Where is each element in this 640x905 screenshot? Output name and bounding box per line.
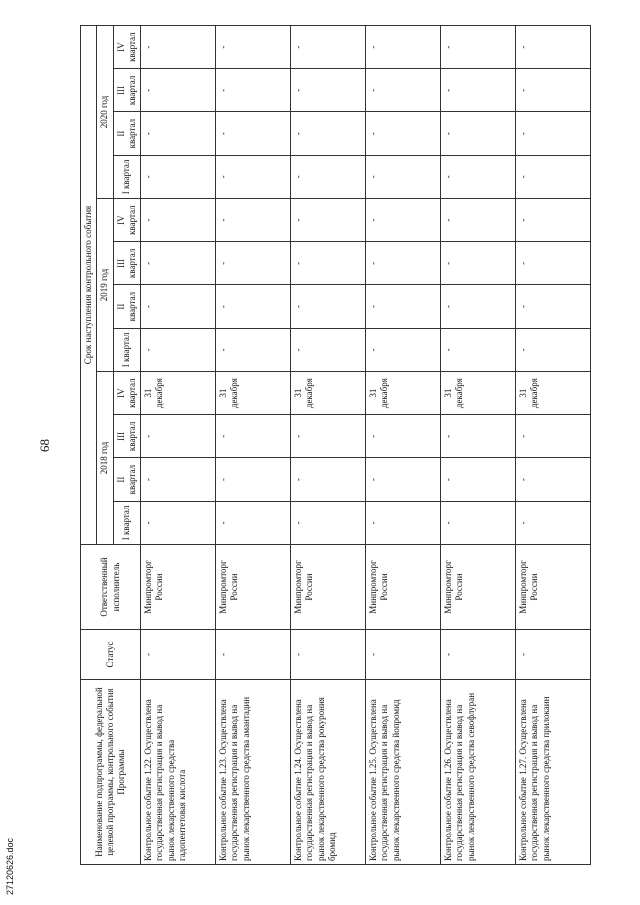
quarter-cell: - xyxy=(441,26,516,69)
responsible-cell: Минпромторг России xyxy=(216,545,291,630)
table-row xyxy=(291,26,366,865)
quarter-cell: - xyxy=(141,285,216,328)
quarter-cell: - xyxy=(366,199,441,242)
event-name-cell: Контрольное событие 1.26. Осуществлена государственная регистрация и вывод на рынок лекарственного средства севофлуран xyxy=(441,680,516,865)
quarter-cell: - xyxy=(516,155,591,198)
table-row xyxy=(366,26,441,865)
header-quarter: III квартал xyxy=(113,69,141,112)
quarter-cell: - xyxy=(291,415,366,458)
quarter-cell: - xyxy=(441,415,516,458)
quarter-cell: - xyxy=(516,458,591,501)
quarter-cell: - xyxy=(291,26,366,69)
header-quarter: I квартал xyxy=(113,501,141,544)
quarter-cell: - xyxy=(441,112,516,155)
quarter-cell: - xyxy=(516,285,591,328)
quarter-cell: - xyxy=(141,501,216,544)
header-quarter: IV квартал xyxy=(113,199,141,242)
event-name-cell: Контрольное событие 1.27. Осуществлена государственная регистрация и вывод на рынок лекарственного средства прилокаин xyxy=(516,680,591,865)
quarter-cell: 31 декабря xyxy=(141,372,216,415)
quarter-cell: - xyxy=(516,112,591,155)
header-quarter: IV квартал xyxy=(113,26,141,69)
status-cell: - xyxy=(291,630,366,680)
page-number: 68 xyxy=(37,439,52,452)
quarter-cell: - xyxy=(291,69,366,112)
header-quarter: I квартал xyxy=(113,155,141,198)
quarter-cell: - xyxy=(291,155,366,198)
event-name-cell: Контрольное событие 1.25. Осуществлена государственная регистрация и вывод на рынок лекарственного средства йопромид xyxy=(366,680,441,865)
quarter-cell: - xyxy=(291,458,366,501)
responsible-cell: Минпромторг России xyxy=(141,545,216,630)
status-cell: - xyxy=(516,630,591,680)
event-name-cell: Контрольное событие 1.23. Осуществлена государственная регистрация и вывод на рынок лекарственного средства амантадин xyxy=(216,680,291,865)
quarter-cell: - xyxy=(291,242,366,285)
quarter-cell: - xyxy=(441,199,516,242)
header-quarter: II квартал xyxy=(113,112,141,155)
quarter-cell: - xyxy=(216,26,291,69)
header-quarter: II квартал xyxy=(113,285,141,328)
header-term: Срок наступления контрольного события xyxy=(81,26,97,545)
quarter-cell: - xyxy=(441,328,516,371)
quarter-cell: - xyxy=(366,155,441,198)
quarter-cell: - xyxy=(141,26,216,69)
quarter-cell: - xyxy=(441,458,516,501)
responsible-cell: Минпромторг России xyxy=(366,545,441,630)
quarter-cell: - xyxy=(216,285,291,328)
quarter-cell: - xyxy=(516,415,591,458)
responsible-cell: Минпромторг России xyxy=(291,545,366,630)
quarter-cell: - xyxy=(291,112,366,155)
table-row xyxy=(216,26,291,865)
quarter-cell: - xyxy=(216,501,291,544)
quarter-cell: - xyxy=(516,242,591,285)
quarter-cell: - xyxy=(291,328,366,371)
quarter-cell: - xyxy=(441,155,516,198)
quarter-cell: 31 декабря xyxy=(366,372,441,415)
quarter-cell: - xyxy=(141,69,216,112)
quarter-cell: - xyxy=(291,285,366,328)
quarter-cell: 31 декабря xyxy=(441,372,516,415)
header-quarter: II квартал xyxy=(113,458,141,501)
rotated-table-container xyxy=(80,25,620,865)
table-row xyxy=(441,26,516,865)
status-cell: - xyxy=(366,630,441,680)
quarter-cell: - xyxy=(216,415,291,458)
quarter-cell: - xyxy=(291,501,366,544)
header-quarter: I квартал xyxy=(113,328,141,371)
quarter-cell: - xyxy=(441,69,516,112)
control-events-table xyxy=(80,25,591,865)
quarter-cell: - xyxy=(441,501,516,544)
header-responsible: Ответственный исполнитель xyxy=(81,545,141,630)
quarter-cell: - xyxy=(216,155,291,198)
event-name-cell: Контрольное событие 1.24. Осуществлена государственная регистрация и вывод на рынок лекарственного средства рокурония бромид xyxy=(291,680,366,865)
quarter-cell: - xyxy=(366,328,441,371)
responsible-cell: Минпромторг России xyxy=(441,545,516,630)
quarter-cell: - xyxy=(516,328,591,371)
quarter-cell: - xyxy=(366,112,441,155)
responsible-cell: Минпромторг России xyxy=(516,545,591,630)
status-cell: - xyxy=(216,630,291,680)
quarter-cell: - xyxy=(291,199,366,242)
header-quarter: III квартал xyxy=(113,242,141,285)
quarter-cell: - xyxy=(141,328,216,371)
quarter-cell: - xyxy=(366,415,441,458)
quarter-cell: - xyxy=(441,242,516,285)
quarter-cell: - xyxy=(141,112,216,155)
header-year-2020: 2020 год xyxy=(97,26,113,199)
status-cell: - xyxy=(441,630,516,680)
table-body xyxy=(141,26,591,865)
quarter-cell: - xyxy=(216,199,291,242)
quarter-cell: - xyxy=(141,199,216,242)
footer-filename: 27120626.doc xyxy=(5,837,15,895)
quarter-cell: - xyxy=(216,69,291,112)
quarter-cell: - xyxy=(516,69,591,112)
quarter-cell: - xyxy=(141,155,216,198)
table-row xyxy=(141,26,216,865)
quarter-cell: - xyxy=(366,285,441,328)
header-status: Статус xyxy=(81,630,141,680)
quarter-cell: - xyxy=(366,458,441,501)
quarter-cell: - xyxy=(216,328,291,371)
quarter-cell: - xyxy=(516,199,591,242)
event-name-cell: Контрольное событие 1.22. Осуществлена государственная регистрация и вывод на рынок лекарственного средства гадопентетовая кислота xyxy=(141,680,216,865)
quarter-cell: - xyxy=(516,26,591,69)
quarter-cell: - xyxy=(366,69,441,112)
quarter-cell: 31 декабря xyxy=(216,372,291,415)
quarter-cell: - xyxy=(366,242,441,285)
quarter-cell: - xyxy=(141,242,216,285)
table-row xyxy=(516,26,591,865)
header-name: Наименование подпрограммы, федеральной целевой программы, контрольного события Программы xyxy=(81,680,141,865)
quarter-cell: - xyxy=(141,458,216,501)
header-quarter: III квартал xyxy=(113,415,141,458)
status-cell: - xyxy=(141,630,216,680)
quarter-cell: - xyxy=(216,458,291,501)
quarter-cell: - xyxy=(216,242,291,285)
quarter-cell: - xyxy=(516,501,591,544)
quarter-cell: - xyxy=(441,285,516,328)
quarter-cell: 31 декабря xyxy=(516,372,591,415)
header-quarter: IV квартал xyxy=(113,372,141,415)
quarter-cell: - xyxy=(141,415,216,458)
quarter-cell: - xyxy=(216,112,291,155)
quarter-cell: - xyxy=(366,26,441,69)
quarter-cell: - xyxy=(366,501,441,544)
quarter-cell: 31 декабря xyxy=(291,372,366,415)
header-year-2018: 2018 год xyxy=(97,372,113,545)
header-year-2019: 2019 год xyxy=(97,199,113,372)
